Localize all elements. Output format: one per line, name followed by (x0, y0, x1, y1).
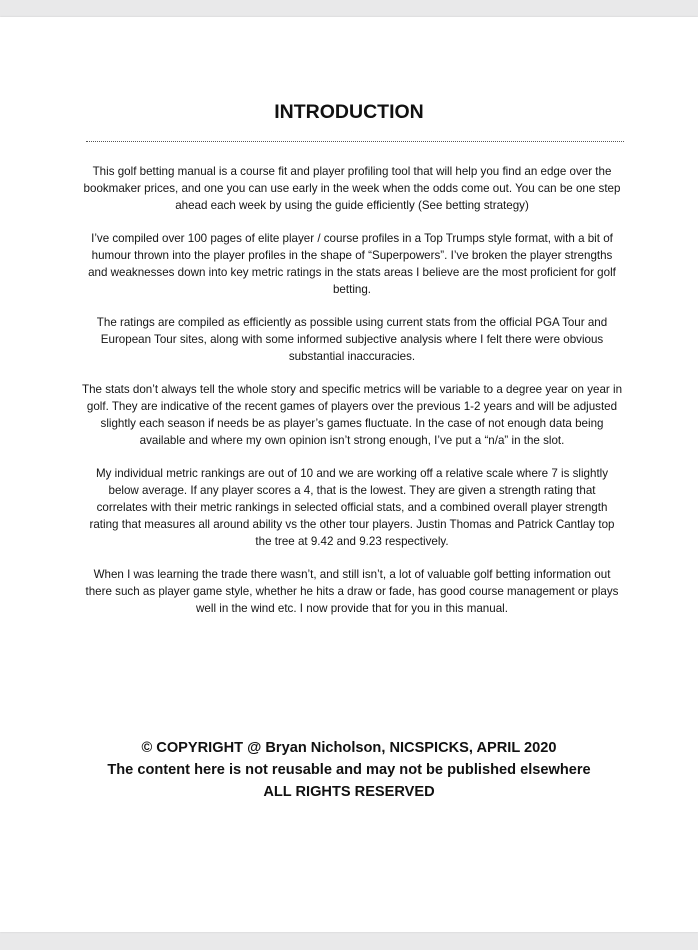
copyright-line: © COPYRIGHT @ Bryan Nicholson, NICSPICKS, APRIL 2020 (141, 740, 557, 756)
paragraph: This golf betting manual is a course fit and player profiling tool that will help you find an edge over the bookmaker prices, and one you can use early in the week when the odds come out. You can be one step ahead each week by using the guide efficiently (See betting strategy) (83, 165, 621, 212)
reuse-notice: The content here is not reusable and may not be published elsewhere (107, 762, 591, 778)
paragraph: I’ve compiled over 100 pages of elite player / course profiles in a Top Trumps style format, with a bit of humour thrown into the player profiles in the shape of “Superpowers”. I’ve broken the player strengths and weaknesses down into key metric ratings in the stats areas I believe are the most proficient for golf betting. (88, 232, 616, 296)
rights-reserved: ALL RIGHTS RESERVED (263, 784, 435, 800)
dotted-divider (86, 141, 624, 142)
body-text (82, 163, 622, 633)
paragraph: My individual metric rankings are out of 10 and we are working off a relative scale where 7 is slightly below average. If any player scores a 4, that is the lowest. They are given a strength rating that correlates with their metric rankings in selected official stats, and a combined overall player strength rating that measures all around ability vs the other tour players. Justin Thomas and Patrick Cantlay top the tree at 9.42 and 9.23 respectively. (89, 467, 615, 548)
paragraph: The ratings are compiled as efficiently as possible using current stats from the official PGA Tour and European Tour sites, along with some informed subjective analysis where I felt there were obvious substantial inaccuracies. (96, 316, 608, 363)
document-page (0, 17, 698, 932)
page-title: INTRODUCTION (274, 101, 424, 123)
paragraph: When I was learning the trade there wasn’t, and still isn’t, a lot of valuable golf betting information out there such as player game style, whether he hits a draw or fade, has good course management or plays well in the wind etc. I now provide that for you in this manual. (85, 568, 619, 615)
paragraph: The stats don’t always tell the whole story and specific metrics will be variable to a degree year on year in golf. They are indicative of the recent games of players over the previous 1-2 years and will be adjusted slightly each season if needs be as player’s games fluctuate. In the case of not enough data being available and where my own opinion isn’t strong enough, I’ve put a “n/a” in the slot. (82, 383, 623, 447)
copyright-notice (0, 737, 698, 803)
